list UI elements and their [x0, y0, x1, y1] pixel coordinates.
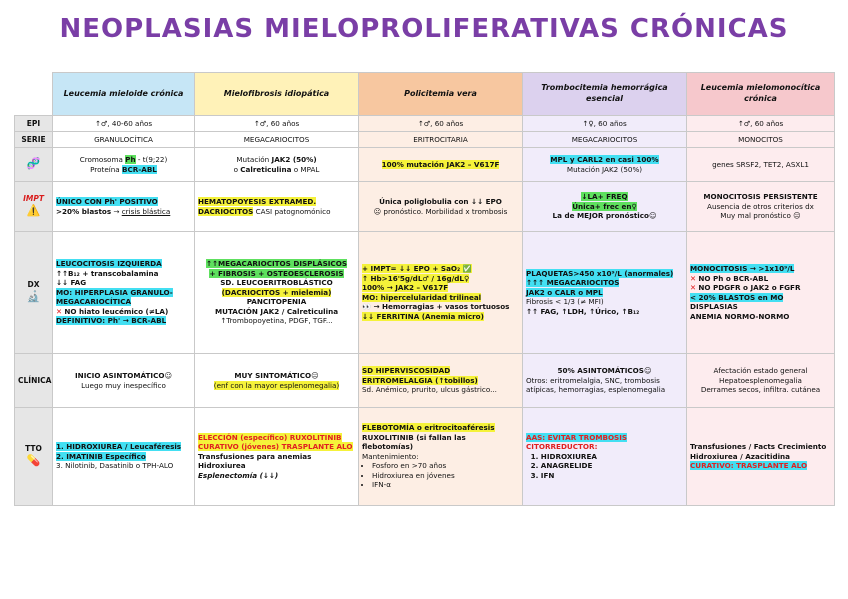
clinica-lmmc-2: Derrames secos, infiltra. cutánea — [700, 385, 821, 395]
cross-icon: ✕ — [690, 283, 697, 292]
tto-pv-2: Mantenimiento: — [362, 451, 419, 461]
clinica-pv-1: ERITROMELALGIA (↑tobillos) — [362, 375, 478, 385]
dx-mfi-3: (DACRIOCITOS + mielemia) — [221, 287, 332, 297]
row-label-serie: SERIE — [15, 132, 53, 148]
impt-lmmc — [687, 182, 835, 232]
dx-lmc-0: LEUCOCITOSIS IZQUIERDA — [56, 259, 162, 269]
dx-lmc-2: ↓↓ FAG — [56, 278, 87, 288]
impt-mfi-a: HEMATOPOYESIS EXTRAMED. — [198, 197, 317, 206]
dx-lmc-3: MO: HIPERPLASIA GRANULO-MEGACARIOCÍTICA — [56, 287, 173, 307]
tto-pv-4: • Hidroxiurea en jóvenes — [372, 471, 519, 481]
tto-pv-3: • Fosforo en >70 años — [372, 461, 519, 471]
clinica-lmc — [53, 354, 195, 408]
tto-the-4: 3. IFN — [530, 470, 555, 480]
dx-mfi — [195, 232, 359, 354]
cross-icon: ✕ — [690, 273, 697, 283]
tto-mfi-1: CURATIVO (jóvenes) TRASPLANTE ALO — [198, 442, 353, 452]
dx-lmmc — [687, 232, 835, 354]
tto-pv-0: FLEBOTOMÍA o eritrocitoaféresis — [362, 423, 495, 433]
clinica-the-1: Otros: eritromelalgia, SNC, trombosis atípicas, hemorragias, esplenomegalia — [526, 375, 666, 395]
header-row — [15, 73, 835, 116]
clinica-the — [523, 354, 687, 408]
dx-mfi-6: ↑Trombopoyetina, PDGF, TGF... — [220, 316, 333, 326]
tto-the — [523, 408, 687, 506]
impt-lmc: ÚNICO CON Ph' POSITIVO >20% blastos → crisis blástica — [53, 182, 195, 232]
dx-the — [523, 232, 687, 354]
gen-lmmc: genes SRSF2, TET2, ASXL1 — [687, 148, 835, 182]
dx-lmc — [53, 232, 195, 354]
row-label-epi: EPI — [15, 116, 53, 132]
dx-the-3: Fibrosis < 1/3 (≠ MFI) — [526, 297, 604, 307]
impt-the — [523, 182, 687, 232]
row-label-dx — [15, 232, 53, 354]
dx-pv — [359, 232, 523, 354]
impt-pv-b: ☹ pronóstico. Morbilidad x trombosis — [373, 206, 508, 216]
epi-lmmc: ↑♂, 60 años — [687, 116, 835, 132]
impt-lmmc-b: Ausencia de otros criterios dx — [707, 201, 814, 211]
gen-lmc-ph: Ph — [125, 155, 136, 164]
dna-icon: 🧬 — [26, 157, 41, 171]
dx-pv-1: ↑ Hb>16'5g/dL♂ / 16g/dL♀ — [362, 273, 470, 283]
dx-pv-3: MO: hipercelularidad trilineal — [362, 292, 482, 302]
clinica-mfi — [195, 354, 359, 408]
dx-pv-2: 100% → JAK2 – V617F — [362, 283, 449, 292]
tto-mfi — [195, 408, 359, 506]
dx-lmmc-0: MONOCITOSIS → >1x10⁹/L — [690, 264, 795, 273]
row-gen — [15, 148, 835, 182]
epi-mfi: ↑♂, 60 años — [195, 116, 359, 132]
clinica-lmmc-1: Hepatoesplenomegalia — [719, 375, 802, 385]
row-epi — [15, 116, 835, 132]
clinica-pv — [359, 354, 523, 408]
serie-lmmc: MONOCITOS — [687, 132, 835, 148]
impt-mfi — [195, 182, 359, 232]
tto-lmc-1: 2. IMATINIB Específico — [56, 451, 146, 461]
gen-mfi-calr: Calreticulina — [240, 164, 292, 174]
gen-pv — [359, 148, 523, 182]
gen-lmc-protein: Proteína — [90, 164, 120, 174]
header-the: Trombocitemia hemorrágica esencial — [523, 73, 687, 116]
corner-cell — [15, 73, 53, 116]
tto-the-3: 2. ANAGRELIDE — [530, 461, 593, 471]
serie-pv: ERITROCITARIA — [359, 132, 523, 148]
dx-lmmc-4: DISPLASIAS — [690, 302, 738, 311]
tto-mfi-0: ELECCIÓN (específico) RUXOLITINIB — [198, 432, 342, 442]
impt-mfi-c: CASI patognomónico — [255, 206, 331, 216]
microscope-icon: 🔬 — [26, 290, 41, 304]
dx-the-4: ↑↑ FAG, ↑LDH, ↑Úrico, ↑B₁₂ — [526, 306, 640, 316]
clinica-mfi-1: (enf con la mayor esplenomegalia) — [213, 380, 340, 390]
tto-the-1: CITORREDUCTOR: — [526, 442, 598, 452]
dx-lmc-5: DEFINITIVO: Ph' → BCR-ABL — [56, 316, 167, 326]
impt-lmc-a: ÚNICO CON Ph' POSITIVO — [56, 197, 158, 206]
tto-lmmc-0: Transfusiones / Facts Crecimiento — [690, 442, 827, 452]
impt-pv-a: Única poliglobulia con ↓↓ EPO — [379, 197, 502, 206]
tto-pv-1: RUXOLITINIB (si fallan las flebotomías) — [362, 432, 466, 452]
pill-icon: 💊 — [26, 454, 41, 468]
summary-table — [14, 72, 835, 506]
tto-mfi-3: Hidroxiurea — [198, 461, 246, 471]
gen-pv-jak2: 100% mutación JAK2 – V617F — [381, 159, 500, 169]
impt-lmmc-a: MONOCITOSIS PERSISTENTE — [703, 192, 818, 202]
clinica-pv-0: SD HIPERVISCOSIDAD — [362, 366, 451, 376]
gen-mfi-o: o — [233, 164, 238, 174]
header-lmmc: Leucemia mielomonocítica crónica — [687, 73, 835, 116]
dx-the-2: JAK2 o CALR o MPL — [526, 287, 603, 297]
impt-mfi-b: DACRIOCITOS — [198, 206, 254, 216]
cross-icon: ✕ — [56, 306, 63, 316]
impt-lmc-c: crisis blástica — [121, 206, 171, 216]
tto-lmc — [53, 408, 195, 506]
warning-icon: ⚠️ — [26, 204, 41, 218]
tto-label: TTO — [25, 444, 42, 454]
maintenance-list — [362, 461, 519, 490]
epi-pv: ↑♂, 60 años — [359, 116, 523, 132]
gen-mfi-jak2: JAK2 (50%) — [271, 155, 317, 164]
header-lmc: Leucemia mieloide crónica — [53, 73, 195, 116]
dx-lmmc-3: < 20% BLASTOS en MO — [690, 292, 784, 302]
header-pv: Policitemia vera — [359, 73, 523, 116]
dx-lmmc-1: NO Ph o BCR-ABL — [698, 273, 769, 283]
dx-label: DX — [27, 280, 40, 290]
clinica-lmmc — [687, 354, 835, 408]
epi-lmc: ↑♂, 40-60 años — [53, 116, 195, 132]
serie-lmc: GRANULOCÍTICA — [53, 132, 195, 148]
impt-the-a: ↓LA+ FREQ — [581, 192, 628, 202]
gen-mfi-text: Mutación — [236, 155, 270, 164]
tto-lmmc-1: Hidroxiurea / Azacitidina — [690, 451, 791, 461]
impt-lmmc-c: Muy mal pronóstico ☹ — [720, 211, 801, 221]
gen-lmc-bcrabl: BCR-ABL — [122, 164, 157, 174]
page-title: NEOPLASIAS MIELOPROLIFERATIVAS CRÓNICAS — [59, 14, 789, 44]
serie-mfi: MEGACARIOCITOS — [195, 132, 359, 148]
row-dx — [15, 232, 835, 354]
gen-lmc — [53, 148, 195, 182]
impt-pv — [359, 182, 523, 232]
gen-the — [523, 148, 687, 182]
dx-lmc-4: NO hiato leucémico (≠LA) — [64, 306, 169, 316]
dx-pv-0: + IMPT= ↓↓ EPO + SaO₂ ✅ — [362, 264, 472, 273]
row-tto — [15, 408, 835, 506]
clinica-pv-2: Sd. Anémico, prurito, ulcus gástrico... — [362, 385, 497, 395]
dx-mfi-5: MUTACIÓN JAK2 / Calreticulina — [214, 306, 339, 316]
row-label-clinica: CLÍNICA — [15, 354, 53, 408]
dx-mfi-1: + FIBROSIS + OSTEOESCLEROSIS — [209, 268, 344, 278]
dx-mfi-4: PANCITOPENIA — [246, 297, 307, 307]
serie-the: MEGACARIOCITOS — [523, 132, 687, 148]
gen-lmc-text: Cromosoma — [79, 155, 123, 164]
row-label-impt — [15, 182, 53, 232]
dx-mfi-2: SD. LEUCOERITROBLÁSTICO — [220, 278, 333, 288]
tto-the-2: 1. HIDROXIUREA — [530, 451, 597, 461]
impt-label: IMPT — [23, 194, 44, 204]
tto-mfi-2: Transfusiones para anemias — [198, 451, 312, 461]
dx-the-0: PLAQUETAS>450 x10⁹/L (anormales) — [526, 268, 674, 278]
clinica-lmc-1: Luego muy inespecífico — [81, 380, 166, 390]
dx-the-1: ↑↑↑ MEGACARIOCITOS — [526, 278, 620, 288]
tto-lmmc-2: CURATIVO: TRASPLANTE ALO — [690, 461, 808, 471]
impt-lmc-b: >20% blastos — [56, 206, 112, 216]
dx-pv-4: 👀 → Hemorragias + vasos tortuosos — [362, 302, 510, 311]
dx-lmmc-2: NO PDGFR o JAK2 o FGFR — [698, 283, 801, 292]
gen-mfi — [195, 148, 359, 182]
tto-lmmc — [687, 408, 835, 506]
tto-the-0: AAS: EVITAR TROMBOSIS — [526, 432, 628, 442]
gen-the-mpl: MPL y CARL2 en casi 100% — [550, 155, 659, 164]
impt-the-c: La de MEJOR pronóstico☺ — [552, 211, 657, 221]
clinica-lmc-0: INICIO ASINTOMÁTICO☺ — [75, 371, 172, 380]
clinica-lmmc-0: Afectación estado general — [713, 366, 808, 376]
clinica-mfi-0: MUY SINTOMÁTICO☹ — [234, 371, 319, 380]
gen-mfi-mpal: o MPAL — [293, 164, 320, 174]
header-mfi: Mielofibrosis idiopática — [195, 73, 359, 116]
dx-mfi-0: ↑↑MEGACARIOCITOS DISPLÁSICOS — [205, 259, 347, 269]
row-impt — [15, 182, 835, 232]
dx-lmc-1: ↑↑B₁₂ + transcobalamina — [56, 268, 159, 278]
row-serie — [15, 132, 835, 148]
epi-the: ↑♀, 60 años — [523, 116, 687, 132]
tto-mfi-4: Esplenectomía (↓↓) — [198, 470, 279, 480]
gen-the-jak2: Mutación JAK2 (50%) — [566, 164, 643, 174]
row-clinica — [15, 354, 835, 408]
dx-pv-5: ↓↓ FERRITINA (Anemia micro) — [362, 311, 484, 321]
gen-lmc-trans: - t(9;22) — [135, 155, 168, 164]
impt-the-b: Única+ frec en♀ — [572, 201, 637, 211]
tto-lmc-2: 3. Nilotinib, Dasatinib o TPH-ALO — [56, 461, 174, 471]
tto-pv-5: • IFN-α — [372, 480, 519, 490]
dx-lmmc-5: ANEMIA NORMO-NORMO — [690, 311, 790, 321]
tto-pv — [359, 408, 523, 506]
tto-lmc-0: 1. HIDROXIUREA / Leucaféresis — [56, 442, 182, 452]
row-label-gen — [15, 148, 53, 182]
row-label-tto — [15, 408, 53, 506]
clinica-the-0: 50% ASINTOMÁTICOS☺ — [557, 366, 652, 376]
